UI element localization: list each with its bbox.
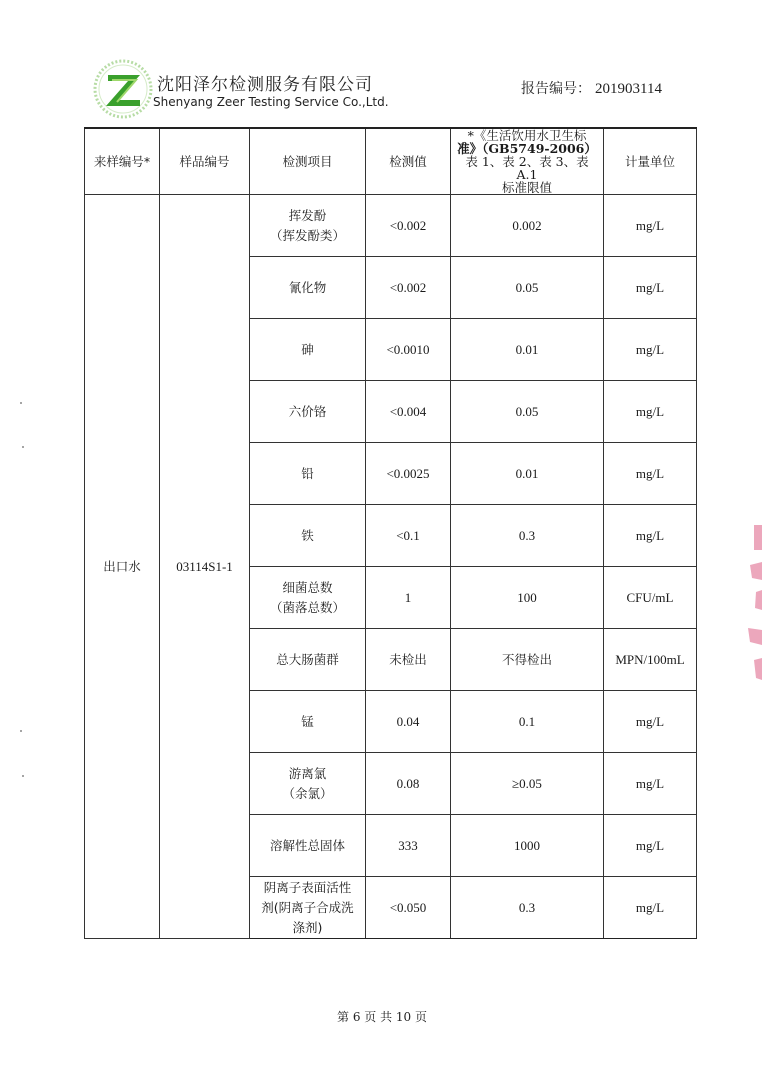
value-cell: 0.04 [366,691,451,753]
unit-cell: MPN/100mL [604,629,697,691]
value-cell: <0.004 [366,381,451,443]
value-cell: 0.08 [366,753,451,815]
limit-cell: 0.3 [451,877,604,939]
results-table [84,127,697,939]
scan-speck [22,446,24,448]
header-sample-code: 来样编号* [85,128,160,195]
value-cell: 333 [366,815,451,877]
header-std-line2: 准》（GB5749-2006） [457,141,597,156]
header-value: 检测值 [366,128,451,195]
item-name: 挥发酚 [288,207,327,223]
value-cell: <0.002 [366,195,451,257]
item-name: 阴离子表面活性 [263,879,352,895]
unit-cell: mg/L [604,381,697,443]
seal-edge-mark [740,520,764,685]
unit-cell: mg/L [604,195,697,257]
limit-cell: 0.01 [451,443,604,505]
company-name-cn: 沈阳泽尔检测服务有限公司 [157,75,373,95]
item-cell: 铁 [250,505,366,567]
unit-cell: mg/L [604,815,697,877]
unit-cell: mg/L [604,257,697,319]
limit-cell: 1000 [451,815,604,877]
item-name-sub: （菌落总数） [269,599,345,615]
limit-cell: 0.3 [451,505,604,567]
item-cell: 溶解性总固体 [250,815,366,877]
scan-speck [20,402,22,404]
unit-cell: mg/L [604,877,697,939]
limit-cell: ≥0.05 [451,753,604,815]
value-cell: 1 [366,567,451,629]
company-name-en: Shenyang Zeer Testing Service Co.,Ltd. [153,95,389,109]
header-std-line1: *《生活饮用水卫生标 [467,128,587,143]
item-cell: 总大肠菌群 [250,629,366,691]
item-name-sub: 剂(阴离子合成洗 [261,899,354,915]
report-number-label: 报告编号： [521,81,591,97]
item-cell [250,753,366,815]
header-unit: 计量单位 [604,128,697,195]
item-name-sub: （挥发酚类） [269,227,345,243]
unit-cell: mg/L [604,505,697,567]
limit-cell: 0.002 [451,195,604,257]
limit-cell: 100 [451,567,604,629]
header-standard-limit [451,128,604,195]
unit-cell: mg/L [604,319,697,381]
unit-cell: mg/L [604,443,697,505]
item-cell: 锰 [250,691,366,753]
limit-cell: 0.01 [451,319,604,381]
limit-cell: 0.1 [451,691,604,753]
item-cell: 铅 [250,443,366,505]
page-footer: 第 6 页 共 10 页 [337,1010,427,1024]
limit-cell: 0.05 [451,257,604,319]
item-cell [250,877,366,939]
item-cell [250,195,366,257]
report-number [521,78,662,98]
item-name: 游离氯 [288,765,327,781]
item-cell: 氰化物 [250,257,366,319]
scan-speck [22,775,24,777]
unit-cell: mg/L [604,691,697,753]
value-cell: <0.050 [366,877,451,939]
table-header-row [85,128,697,195]
sample-no-cell: 03114S1-1 [160,195,250,939]
header-std-line4: 标准限值 [501,180,552,195]
scan-speck [20,730,22,732]
item-name: 细菌总数 [282,579,333,595]
unit-cell: CFU/mL [604,567,697,629]
header-item: 检测项目 [250,128,366,195]
company-logo [92,58,154,120]
header-std-line3: 表 1、表 2、表 3、表 A.1 [465,154,589,182]
report-number-value: 201903114 [595,81,662,97]
limit-cell: 0.05 [451,381,604,443]
item-name-sub: （余氯） [282,785,333,801]
header-sample-no: 样品编号 [160,128,250,195]
value-cell: <0.0025 [366,443,451,505]
table-row [85,195,697,257]
unit-cell: mg/L [604,753,697,815]
limit-cell: 不得检出 [451,629,604,691]
item-name-sub2: 涤剂) [292,919,323,935]
item-cell [250,567,366,629]
item-cell: 六价铬 [250,381,366,443]
value-cell: <0.002 [366,257,451,319]
value-cell: <0.1 [366,505,451,567]
item-cell: 砷 [250,319,366,381]
value-cell: <0.0010 [366,319,451,381]
value-cell: 未检出 [366,629,451,691]
sample-code-cell: 出口水 [85,195,160,939]
